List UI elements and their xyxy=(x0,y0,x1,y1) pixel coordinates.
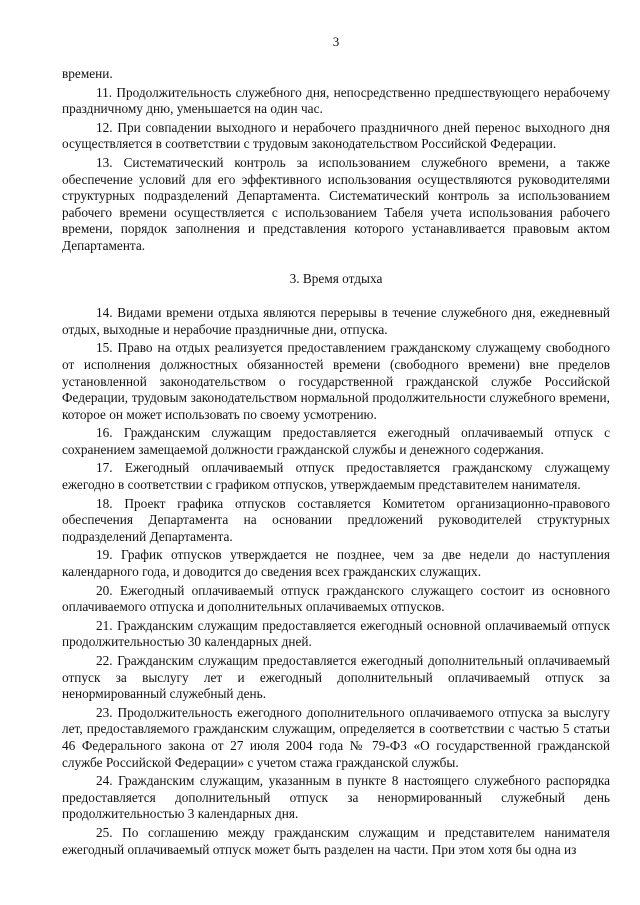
paragraph-13: 13. Систематический контроль за использованием служебного времени, а также обеспечение условий для его эффективного использования осуществляются руководителями структурных подразделений Департамента. Систематический контроль за использованием рабочего времени осуществляется с использованием Табеля учета использования рабочего времени, порядок заполнения и представления которого устанавливается правовым актом Департамента. xyxy=(62,154,610,253)
section-heading: 3. Время отдыха xyxy=(289,270,383,286)
paragraph-25: 25. По соглашению между гражданским служащим и представителем нанимателя ежегодный оплачиваемый отпуск может быть разделен на части. При этом хотя бы одна из xyxy=(62,824,610,857)
paragraph-11: 11. Продолжительность служебного дня, непосредственно предшествующего нерабочему праздничному дню, уменьшается на один час. xyxy=(62,84,610,117)
paragraph-22: 22. Гражданским служащим предоставляется ежегодный дополнительный оплачиваемый отпуск за выслугу лет и ежегодный дополнительный оплачиваемый отпуск за ненормированный служебный день. xyxy=(62,653,610,702)
paragraph-20: 20. Ежегодный оплачиваемый отпуск гражданского служащего состоит из основного оплачиваемого отпуска и дополнительных оплачиваемых отпусков. xyxy=(62,582,610,615)
paragraph-17: 17. Ежегодный оплачиваемый отпуск предоставляется гражданскому служащему ежегодно в соответствии с графиком отпусков, утверждаемым представителем нанимателя. xyxy=(62,460,610,493)
paragraph-16: 16. Гражданским служащим предоставляется ежегодный оплачиваемый отпуск с сохранением замещаемой должности гражданской службы и денежного содержания. xyxy=(62,425,610,457)
paragraph-continuation: времени. xyxy=(62,66,113,81)
document-body xyxy=(62,66,610,860)
paragraph-18: 18. Проект графика отпусков составляется Комитетом организационно-правового обеспечения Департамента на основании предложений руководителей структурных подразделений Департамента. xyxy=(62,495,610,544)
paragraph-15: 15. Право на отдых реализуется предоставлением гражданскому служащему свободного от исполнения должностных обязанностей времени (свободного времени) вне пределов установленной законодательством о государственной гражданской службе Российской Федерации, трудовым законодательством нормальной продолжительности служебного времени, которое он может использовать по своему усмотрению. xyxy=(62,340,610,422)
paragraph-14: 14. Видами времени отдыха являются перерывы в течение служебного дня, ежедневный отдых, выходные и нерабочие праздничные дни, отпуска. xyxy=(62,305,610,337)
page-number: 3 xyxy=(332,34,340,49)
paragraph-24: 24. Гражданским служащим, указанным в пункте 8 настоящего служебного распорядка предоставляется дополнительный отпуск за ненормированный служебный день продолжительностью 3 календарных дня. xyxy=(62,773,610,822)
paragraph-12: 12. При совпадении выходного и нерабочего праздничного дней перенос выходного дня осуществляется в соответствии с трудовым законодательством Российской Федерации. xyxy=(62,119,610,152)
paragraph-23: 23. Продолжительность ежегодного дополнительного оплачиваемого отпуска за выслугу лет, предоставляемого гражданским служащим, определяется в соответствии с частью 5 статьи 46 Федерального закона от 27 июля 2004 года № 79-ФЗ «О государственной гражданской службе Российской Федерации» с учетом стажа гражданской службы. xyxy=(62,704,610,770)
paragraph-19: 19. График отпусков утверждается не позднее, чем за две недели до наступления календарного года, и доводится до сведения всех гражданских служащих. xyxy=(62,547,610,580)
paragraph-21: 21. Гражданским служащим предоставляется ежегодный основной оплачиваемый отпуск продолжительностью 30 календарных дней. xyxy=(62,617,610,650)
